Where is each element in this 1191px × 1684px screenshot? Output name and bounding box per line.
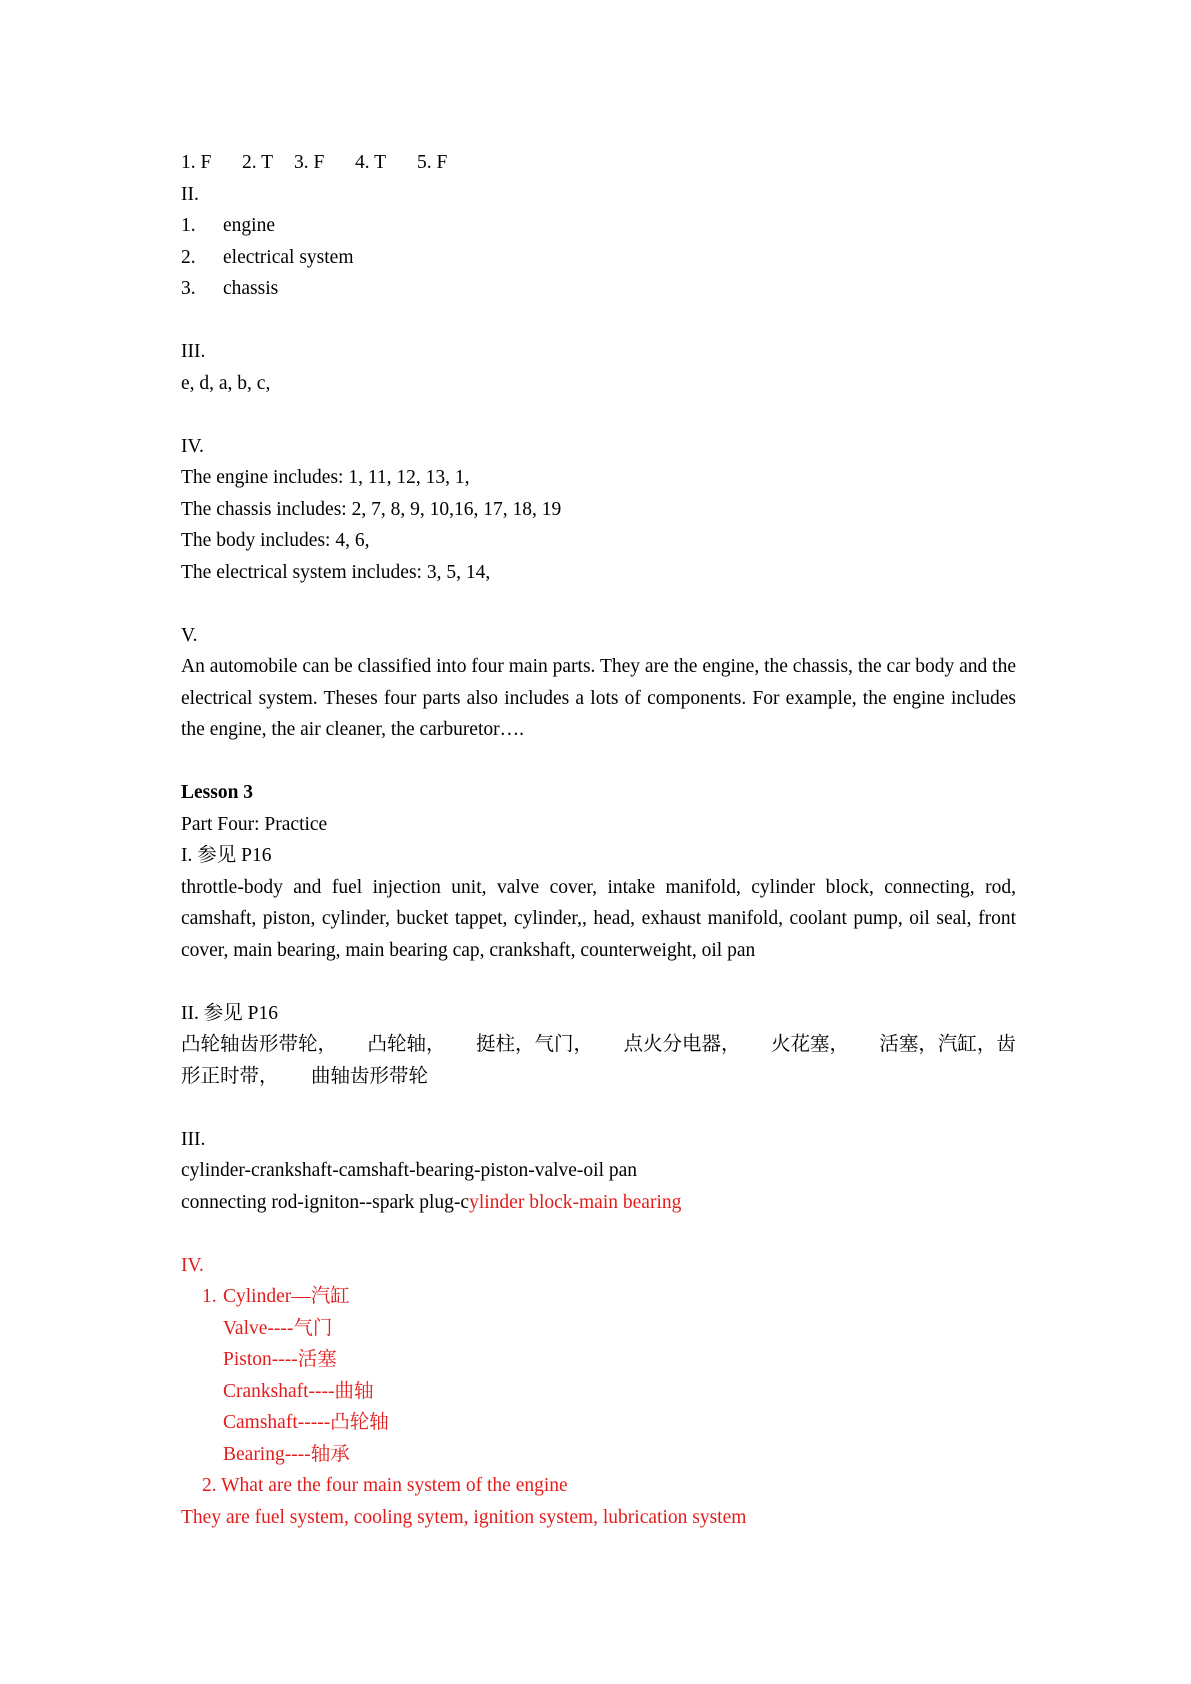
cn-term: 凸轮轴齿形带轮， [181, 1034, 338, 1055]
section-heading: III. [181, 341, 206, 362]
body-includes: The body includes: 4, 6, [181, 530, 370, 551]
section-heading: I. 参见 P16 [181, 845, 272, 866]
chassis-includes: The chassis includes: 2, 7, 8, 9, 10,16, 17, 18, 19 [181, 498, 562, 520]
section-heading: IV. [181, 1254, 204, 1276]
section-heading: II. [181, 183, 199, 205]
sequence-line [181, 1187, 1016, 1219]
section-heading: V. [181, 624, 198, 646]
glossary-item [181, 1281, 1016, 1313]
chinese-terms-row [181, 1029, 1016, 1061]
section-heading: IV. [181, 435, 204, 457]
tf-answer-4: 4. T [355, 152, 387, 173]
cn-term: 曲轴齿形带轮 [311, 1065, 429, 1087]
glossary-entry: Cylinder—汽缸 [223, 1286, 350, 1307]
glossary-entry: Crankshaft----曲轴 [223, 1380, 374, 1402]
list-item [181, 242, 1016, 274]
engine-includes: The engine includes: 1, 11, 12, 13, 1, [181, 467, 470, 488]
lesson-title: Lesson 3 [181, 782, 254, 803]
glossary-entry: Camshaft-----凸轮轴 [223, 1412, 389, 1433]
list-number: 2. [181, 246, 196, 268]
answer-line: They are fuel system, cooling sytem, ignition system, lubrication system [181, 1506, 747, 1528]
summary-paragraph: An automobile can be classified into four main parts. They are the engine, the chassis, the car body and the electrical system. Theses four parts also includes a lots of components. For example, the engine includes the engine, the air cleaner, the carburetor…. [181, 656, 1016, 740]
glossary-entry: Valve----气门 [223, 1317, 333, 1339]
cn-term: 活塞，汽缸，齿 [879, 1034, 1016, 1055]
cn-term: 点火分电器， [623, 1034, 741, 1055]
list-number: 1. [202, 1286, 217, 1307]
part-title: Part Four: Practice [181, 813, 328, 835]
glossary-entry: Bearing----轴承 [223, 1443, 350, 1465]
ordering-answer: e, d, a, b, c, [181, 372, 271, 394]
section-heading: II. 参见 P16 [181, 1002, 278, 1024]
sequence-text: connecting rod-igniton--spark plug-c [181, 1191, 470, 1213]
list-item [181, 210, 1016, 242]
tf-answer-1: 1. F [181, 152, 212, 173]
section-heading: III. [181, 1128, 206, 1150]
tf-answers [181, 147, 1016, 179]
list-item [181, 273, 1016, 305]
cn-term: 挺柱，气门， [475, 1034, 593, 1055]
tf-answer-3: 3. F [294, 152, 325, 173]
parts-list-paragraph: throttle-body and fuel injection unit, valve cover, intake manifold, cylinder block, connecting, rod, camshaft, piston, cylinder, bucket tappet, cylinder,, head, exhaust manifold, coolant pump, oil seal, front cover, main bearing, main bearing cap, crankshaft, counterweight, oil pan [181, 876, 1016, 961]
sequence-text-red: ylinder block-main bearing [469, 1191, 682, 1213]
list-text: engine [223, 215, 275, 236]
electrical-includes: The electrical system includes: 3, 5, 14, [181, 561, 491, 583]
glossary-entry: Piston----活塞 [223, 1349, 337, 1370]
cn-term: 形正时带， [181, 1065, 279, 1087]
list-number: 3. [181, 278, 196, 299]
sequence-line: cylinder-crankshaft-camshaft-bearing-piston-valve-oil pan [181, 1160, 638, 1181]
cn-term: 凸轮轴， [367, 1034, 446, 1055]
question-line: 2. What are the four main system of the engine [202, 1475, 568, 1496]
chinese-terms-row [181, 1061, 1016, 1093]
tf-answer-5: 5. F [417, 152, 448, 173]
tf-answer-2: 2. T [242, 152, 274, 173]
list-text: chassis [223, 278, 279, 299]
list-number: 1. [181, 215, 196, 236]
list-text: electrical system [223, 246, 354, 268]
document-page [181, 147, 1016, 1533]
cn-term: 火花塞， [770, 1034, 849, 1055]
